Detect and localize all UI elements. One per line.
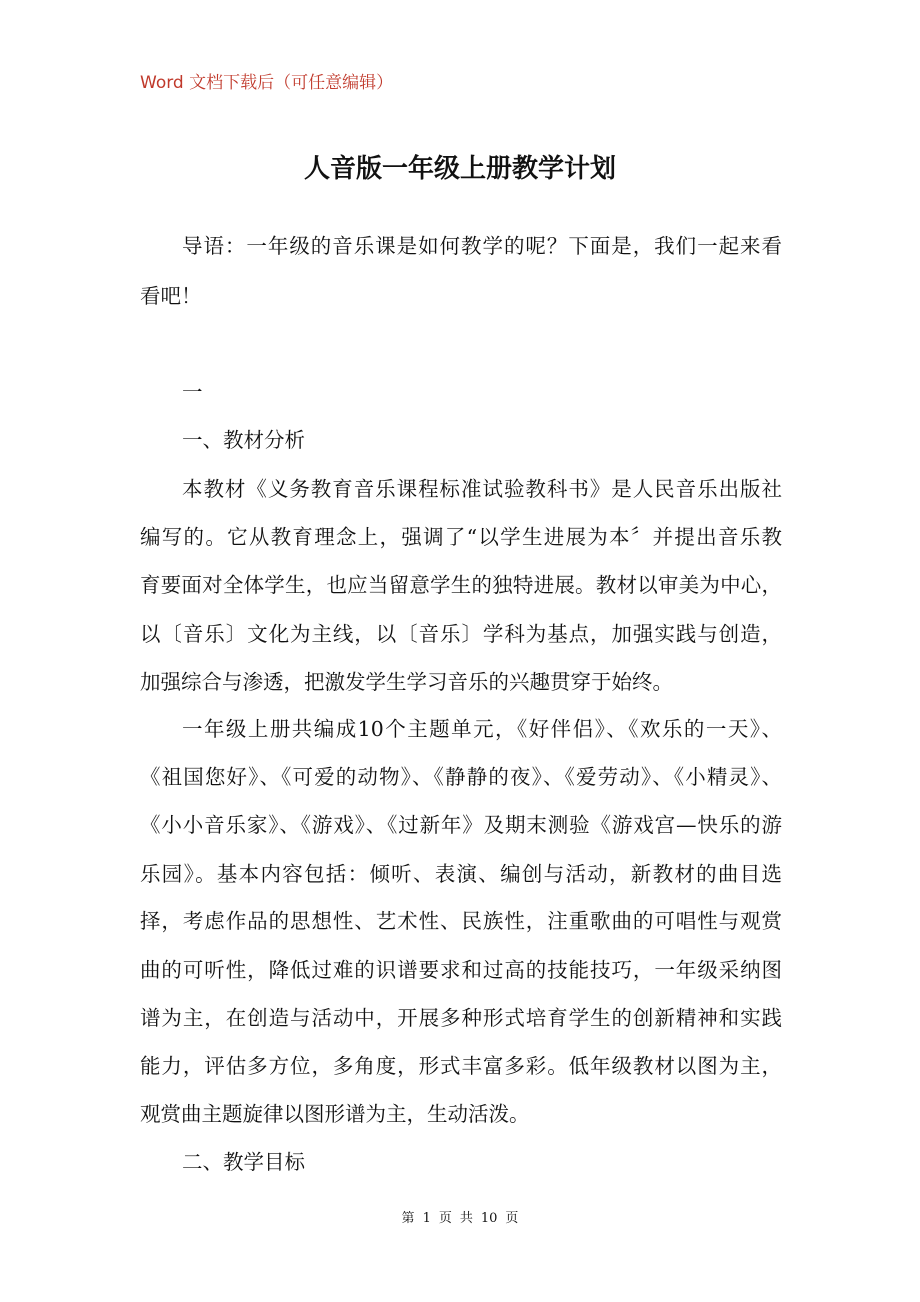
paragraph-1-line: 加强综合与渗透，把激发学生学习音乐的兴趣贯穿于始终。 — [140, 670, 673, 694]
intro-line: 看吧！ — [140, 284, 202, 308]
paragraph-2-line: 曲的可听性，降低过难的识谱要求和过高的技能技巧，一年级采纳图 — [140, 958, 782, 982]
paragraph-2-line: 谱为主，在创造与活动中，开展多种形式培育学生的创新精神和实践 — [140, 1006, 782, 1030]
paragraph-2-line: 乐园》。基本内容包括：倾听、表演、编创与活动，新教材的曲目选 — [140, 862, 782, 886]
download-note: Word 文档下载后（可任意编辑） — [140, 73, 394, 93]
paragraph-2-line: 观赏曲主题旋律以图形谱为主，生动活泼。 — [140, 1102, 530, 1126]
page-footer — [0, 1207, 920, 1226]
paragraph-2-line: 择，考虑作品的思想性、艺术性、民族性，注重歌曲的可唱性与观赏 — [140, 909, 782, 933]
page-total: 10 — [480, 1211, 498, 1226]
total-label: 共 — [459, 1211, 473, 1226]
intro-line: 导语：一年级的音乐课是如何教学的呢？下面是，我们一起来看 — [182, 234, 782, 258]
section-heading-1: 一、教材分析 — [182, 428, 305, 452]
paragraph-2-line: 《祖国您好》、《可爱的动物》、《静静的夜》、《爱劳动》、《小精灵》、 — [140, 765, 782, 789]
page-label: 第 — [401, 1211, 415, 1226]
section-marker: 一 — [182, 380, 203, 404]
document-title: 人音版一年级上册教学计划 — [303, 154, 616, 184]
total-unit: 页 — [505, 1211, 519, 1226]
paragraph-2-line: 能力，评估多方位，多角度，形式丰富多彩。低年级教材以图为主， — [140, 1054, 782, 1078]
section-heading-2: 二、教学目标 — [182, 1150, 305, 1174]
page-current: 1 — [422, 1211, 431, 1226]
paragraph-2-line: 《小小音乐家》、《游戏》、《过新年》及期末测验《游戏宫—快乐的游 — [140, 813, 782, 837]
page-unit: 页 — [438, 1211, 452, 1226]
paragraph-1-line: 以〔音乐〕文化为主线，以〔音乐〕学科为基点，加强实践与创造， — [140, 622, 782, 646]
paragraph-1-line: 编写的。它从教育理念上，强调了“以学生进展为本〞并提出音乐教 — [140, 525, 782, 549]
paragraph-1-line: 育要面对全体学生，也应当留意学生的独特进展。教材以审美为中心， — [140, 573, 782, 597]
paragraph-2-line: 一年级上册共编成10个主题单元，《好伴侣》、《欢乐的一天》、 — [182, 717, 782, 741]
paragraph-1-line: 本教材《义务教育音乐课程标准试验教科书》是人民音乐出版社 — [182, 477, 782, 501]
